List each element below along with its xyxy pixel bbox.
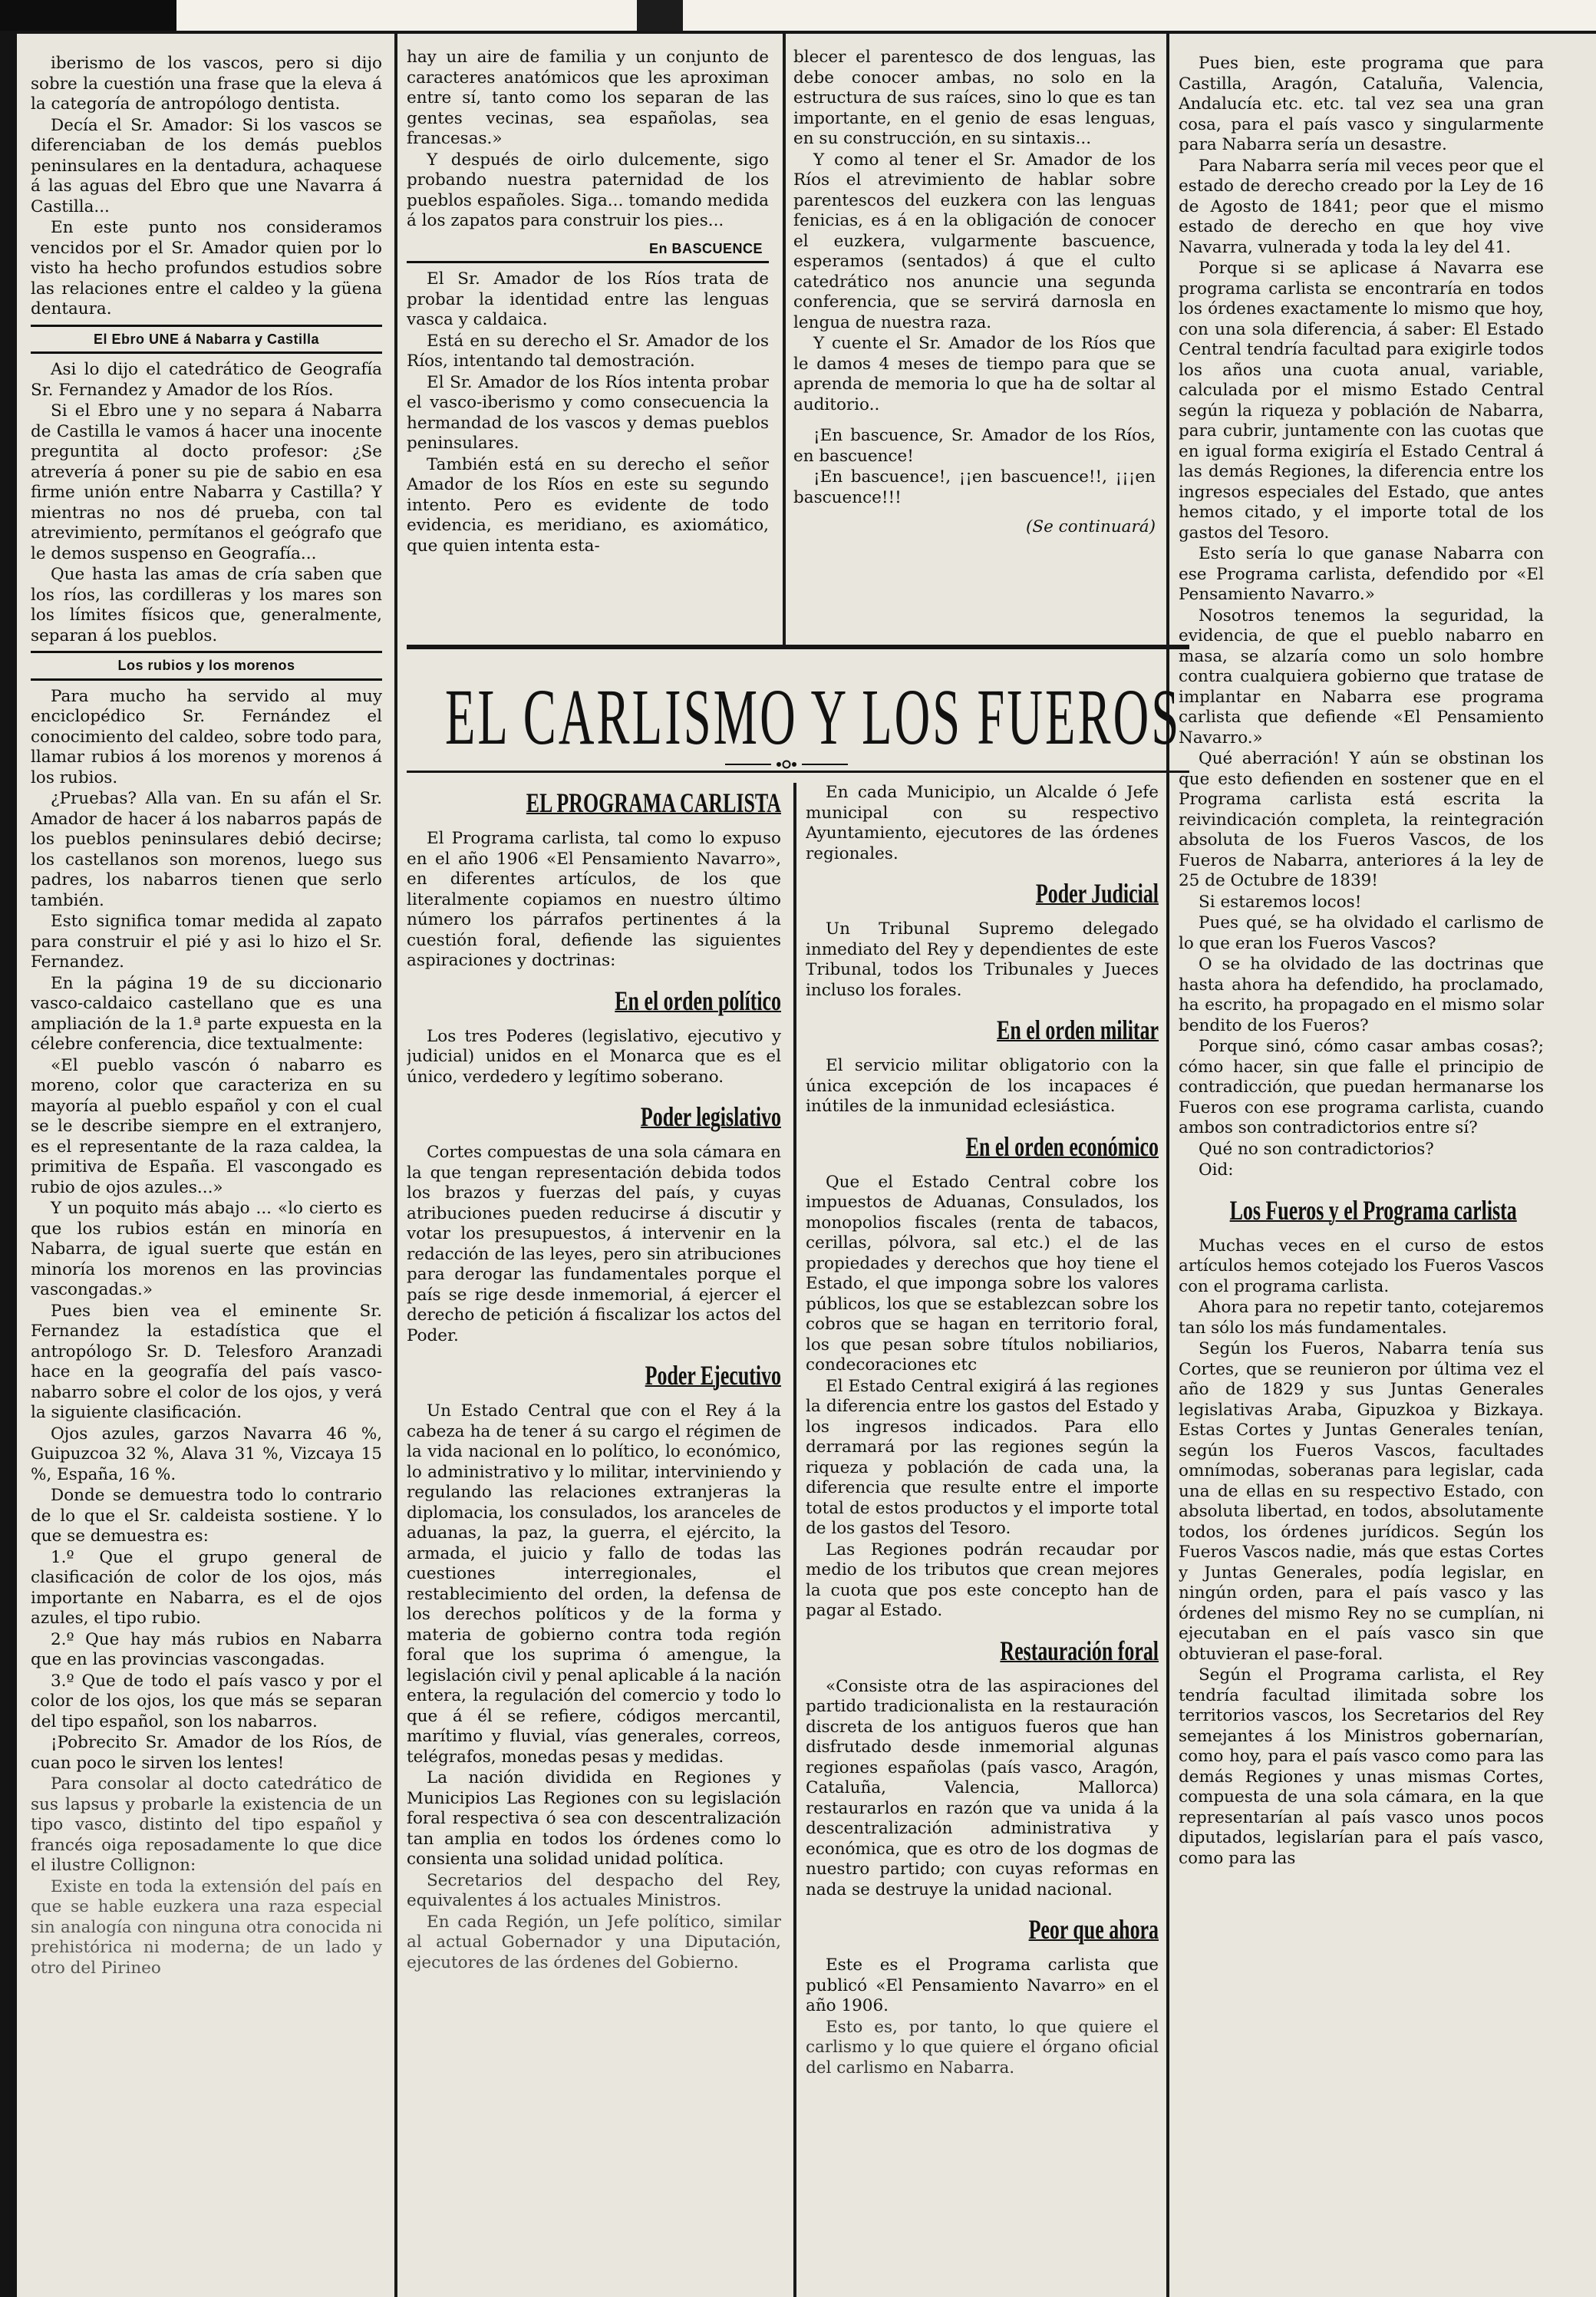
programa-paragraph: Cortes compuestas de una sola cámara en la que tengan representación debida todos los brazos y fuerzas del país, y cuyas atribuciones pueden reducirse á discutir y votar los presupuestos, á intervenir en la redacción de las leyes, pero sin atribuciones para derogar las fundamentales porque el país se rige desde inmemorial, á ejercer el derecho de petición á fiscalizar los actos del Poder. — [407, 1143, 781, 1345]
col4-paragraph: Según el Programa carlista, el Rey tendría facultad ilimitada sobre los territorios vascos, los Secretarios del Rey semejantes á los Ministros gobernarían, como hoy, para el país vasco como para las demás Regiones y unas mismas Cortes, compuesta de una sola cámara, en la que representarían al país vasco unos pocos diputados, legislarían para el país vasco, como para las — [1179, 1665, 1544, 1868]
section-fueros-programa: Los Fueros y el Programa carlista — [1229, 1194, 1517, 1226]
col4-paragraph: Para Nabarra sería mil veces peor que el estado de derecho creado por la Ley de 16 de Agosto de 1841; peor que el mismo estado de derecho en que hoy vive Navarra, vulnerada y toda la ley del 41. — [1179, 156, 1544, 257]
section-poder-judicial: Poder Judicial — [1035, 878, 1159, 909]
col1-paragraph: En este punto nos consideramos vencidos por el Sr. Amador quien por lo visto ha hecho profundos estudios sobre las relaciones entre el caldeo y la güena dentaura. — [31, 218, 382, 318]
col1-paragraph: Ojos azules, garzos Navarra 46 %, Guipuzcoa 32 %, Alava 31 %, Vizcaya 15 %, España, 16 %. — [31, 1424, 382, 1484]
section-orden-economico: En el orden económico — [965, 1130, 1159, 1162]
programa-paragraph: «Consiste otra de las aspiraciones del partido tradicionalista en la restauración discreta de los antiguos fueros que han disfrutado desde inmemorial algunas regiones españolas (país vasco, Aragón, Cataluña, Valencia, Mallorca) restaurarlos en razón que va unida á la descentralización administrativa y económica, que es otro de los dogmas de nuestro partido; con cuyas reformas en nada se destruye la unidad nacional. — [806, 1676, 1159, 1899]
col4-paragraph: Porque si se aplicase á Navarra ese programa carlista se encontraría en todos los órdenes exactamente lo mismo que hoy, con una sola diferencia, á saber: El Estado Central tendría facultad para exigirle todos los años una cuota anual, variable, calculada por el mismo Estado Central según la riqueza y población de Nabarra, para cubrir, juntamente con las cuotas que en igual forma exigiría el Estado Central á las demás Regiones, la diferencia entre los ingresos especiales del Estado, que antes hemos citado, y el importe total de los gastos del Tesoro. — [1179, 259, 1544, 543]
col1-paragraph: Decía el Sr. Amador: Si los vascos se diferenciaban de los demás pueblos peninsulares en la dentadura, achaquese á las aguas del Ebro que une Navarra á Castilla... — [31, 115, 382, 216]
col1-paragraph: Existe en toda la extensión del país en que se hable euzkera una raza especial sin analogía con ninguna otra conocida ni prehistórica ni moderna; de un lado y otro del Pirineo — [31, 1876, 382, 1978]
col2-paragraph: hay un aire de familia y un conjunto de caracteres anatómicos que les aproximan entre sí, tanto como los separan de las gentes vecinas, sea españolas, sea francesas.» — [407, 48, 769, 148]
col2-paragraph: También está en su derecho el señor Amador de los Ríos en este su segundo intento. Pero es evidente de todo evidencia, es meridiano, es axiomático, que quien intenta esta- — [407, 454, 769, 556]
col1-paragraph: Para mucho ha servido al muy enciclopédico Sr. Fernández el conocimiento del caldeo, sobre todo para, llamar rubios á los morenos y morenos á los rubios. — [31, 686, 382, 787]
top-rule — [17, 31, 1596, 34]
main-headline — [418, 672, 1209, 764]
col4-paragraph: Muchas veces en el curso de estos artículos hemos cotejado los Fueros Vascos con el programa carlista. — [1179, 1236, 1544, 1296]
section-orden-politico: En el orden político — [615, 985, 781, 1016]
col1-paragraph: Que hasta las amas de cría saben que los ríos, las cordilleras y los mares son los límites físicos que, generalmente, separan á los pueblos. — [31, 565, 382, 645]
col3-paragraph: ¡En bascuence, Sr. Amador de los Ríos, en bascuence! — [793, 426, 1156, 466]
col4-paragraph: Nosotros tenemos la seguridad, la evidencia, de que el pueblo nabarro en masa, se alzaría como un solo hombre contra cualquiera gobierno que tratase de implantar en Nabarra ese programa carlista que defiende «El Pensamiento Navarro.» — [1179, 606, 1544, 748]
column-2 — [407, 48, 769, 639]
col1-paragraph: En la página 19 de su diccionario vasco-caldaico castellano que es una ampliación de la 1.ª parte expuesta en la célebre conferencia, dice textualmente: — [31, 973, 382, 1054]
col3-paragraph: Y como al tener el Sr. Amador de los Ríos el atrevimiento de hablar sobre parentescos del euzkera con las lenguas fenicias, es á en la obligación de conocer el euzkera, vulgarmente bascuence, esperamos (sentados) á que el culto catedrático nos anuncie una segunda conferencia, que se servirá darnosla en lengua de nuestra raza. — [793, 150, 1156, 332]
col2-paragraph: El Sr. Amador de los Ríos intenta probar el vasco-iberismo y como consecuencia la hermandad de los vascos y demas pueblos peninsulares. — [407, 372, 769, 453]
col1-paragraph: ¿Pruebas? Alla van. En su afán el Sr. Amador de hacer á los nabarros papás de los pueblos peninsulares debió decirse; los castellanos son morenos, luego sus padres, los nabarros tienen que serlo también. — [31, 789, 382, 910]
col1-paragraph: ¡Pobrecito Sr. Amador de los Ríos, de cuan poco le sirven los lentes! — [31, 1733, 382, 1773]
col1-paragraph: Donde se demuestra todo lo contrario de lo que el Sr. caldeista sostiene. Y lo que se demuestra es: — [31, 1486, 382, 1546]
section-restauracion-foral: Restauración foral — [1000, 1635, 1159, 1666]
programa-paragraph: Secretarios del despacho del Rey, equivalentes á los actuales Ministros. — [407, 1870, 781, 1910]
top-fold-shadow — [637, 0, 683, 31]
ornament-divider — [725, 758, 848, 771]
col1-paragraph: 2.º Que hay más rubios en Nabarra que en las provincias vascongadas. — [31, 1629, 382, 1669]
section-poder-legislativo: Poder legislativo — [640, 1101, 781, 1132]
column-rule-3 — [793, 783, 796, 2297]
section-poder-ejecutivo: Poder Ejecutivo — [645, 1360, 781, 1391]
column-rule-4 — [1166, 34, 1169, 2297]
col2-paragraph: Está en su derecho el Sr. Amador de los Ríos, intentando tal demostración. — [407, 331, 769, 371]
programa-paragraph: Que el Estado Central cobre los impuestos de Aduanas, Consulados, los monopolios fiscales (renta de tabacos, cerillas, pólvora, sal etc.) el de las propiedades y derechos que hoy tiene el Estado, el que imponga sobre los valores públicos, los que se establezcan sobre los cobros que se hagan en territorio foral, los que pesan sobre títulos nobiliarios, condecoraciones etc — [806, 1172, 1159, 1375]
col2-paragraph: El Sr. Amador de los Ríos trata de probar la identidad entre las lenguas vasca y caldaica. — [407, 269, 769, 329]
section-programa-carlista: EL PROGRAMA CARLISTA — [526, 787, 781, 818]
section-peor-que-ahora: Peor que ahora — [1028, 1914, 1159, 1945]
col3-paragraph: Y cuente el Sr. Amador de los Ríos que le damos 4 meses de tiempo para que se aprenda de memoria lo que ha de soltar al auditorio.. — [793, 334, 1156, 414]
col4-paragraph: O se ha olvidado de las doctrinas que hasta ahora ha defendido, ha proclamado, ha escrito, ha propagado en el mismo solar bendito de los Fueros? — [1179, 955, 1544, 1035]
col4-paragraph: Porque sinó, cómo casar ambas cosas?; cómo hacer, sin que falle el principio de contradicción, que puedan hermanarse los Fueros con ese programa carlista, cuando ambos son contradictorios entre sí? — [1179, 1037, 1544, 1137]
programa-paragraph: Los tres Poderes (legislativo, ejecutivo y judicial) unidos en el Monarca que es el único, verdedero y legítimo soberano. — [407, 1026, 781, 1087]
programa-paragraph: El Estado Central exigirá á las regiones la diferencia entre los gastos del Estado y los ingresos indicados. Para ello derramará por las regiones según la riqueza y población de cada una, la diferencia que resulte entre el importe total de estos productos y el importe total de los gastos del Tesoro. — [806, 1376, 1159, 1538]
programa-paragraph: Un Tribunal Supremo delegado inmediato del Rey y dependientes de este Tribunal, todos los Tribunales y Jueces incluso los forales. — [806, 919, 1159, 1000]
col4-paragraph: Esto sería lo que ganase Nabarra con ese Programa carlista, defendido por «El Pensamiento Navarro.» — [1179, 544, 1544, 604]
col4-paragraph: Según los Fueros, Nabarra tenía sus Cortes, que se reunieron por última vez el año de 1829 y sus Juntas Generales legislativas Araba, Gipuzkoa y Bizkaya. Estas Cortes y Juntas Generales tenían, según los Fueros Vascos, facultades omnímodas, soberanas para legislar, cada una de ellas en su respectivo Estado, con absoluta libertad, en todos, absolutamente todos, los órdenes jurídicos. Según los Fueros Vascos nadie, más que estas Cortes y Juntas Generales, podía legislar, en ningún orden, para el país vasco y las órdenes del mismo Rey no se cumplían, ni ejecutaban en el país vasco sin que obtuvieran el pase-foral. — [1179, 1339, 1544, 1664]
programa-intro: El Programa carlista, tal como lo expuso en el año 1906 «El Pensamiento Navarro», en diferentes artículos, de los que literalmente copiamos en nuestro último número los párrafos pertinentes á la cuestión foral, defiende las siguientes aspiraciones y doctrinas: — [407, 829, 781, 970]
col1-paragraph: «El pueblo vascón ó nabarro es moreno, color que caracteriza en su mayoría al pueblo español y con el cual se le describe siempre en el extranjero, es el representante de la raza caldea, la primitiva de España. El vascongado es rubio de ojos azules...» — [31, 1055, 382, 1197]
column-3 — [793, 48, 1156, 639]
col1-paragraph: iberismo de los vascos, pero si dijo sobre la cuestión una frase que la eleva á la categoría de antropólogo dentista. — [31, 54, 382, 114]
col4-paragraph: Oid: — [1199, 1160, 1234, 1180]
continued-note: (Se continuará) — [1025, 517, 1156, 536]
headline-text: EL CARLISMO Y LOS FUEROS — [445, 673, 1182, 761]
subhead-rubios: Los rubios y los morenos — [31, 651, 382, 681]
programa-paragraph: Las Regiones podrán recaudar por medio de los tributos que crean mejores la cuota que pos este concepto han de pagar al Estado. — [806, 1540, 1159, 1620]
col4-paragraph: Qué aberración! Y aún se obstinan los que esto defienden en sostener que en el Programa carlista está escrita la reivindicación completa, la reintegración absoluta de los Fueros Vascos, de los Fueros de Nabarra, anteriores á la ley de 25 de Octubre de 1839! — [1179, 749, 1544, 890]
col1-paragraph: Para consolar al docto catedrático de sus lapsus y probarle la existencia de un tipo vasco, distinto del tipo español y francés oiga reposadamente lo que dice el ilustre Collignon: — [31, 1774, 382, 1875]
col4-paragraph: Si estaremos locos! — [1199, 892, 1362, 912]
programa-paragraph: Esto es, por tanto, lo que quiere el carlismo y lo que quiere el órgano oficial del carlismo en Nabarra. — [806, 2017, 1159, 2078]
headline-top-rule — [407, 645, 1189, 649]
column-4 — [1179, 54, 1544, 2295]
programa-paragraph: Un Estado Central que con el Rey á la cabeza ha de tener á su cargo el régimen de la vida nacional en lo político, lo económico, lo administrativo y lo militar, interviniendo y regulando las relaciones extranjeras la diplomacia, los consulados, los aranceles de aduanas, la paz, la guerra, el ejército, la armada, el juicio y fallo de todas las cuestiones interregionales, el restablecimiento del orden, la defensa de los derechos políticos y de la forma y materia de gobierno contra toda región foral que los suprima ó amengue, la legislación civil y penal aplicable á la nación entera, la regulación del comercio y todo lo que á él se refiere, códigos mercantil, marítimo y fluvial, vías generales, correos, telégrafos, monedas pesas y medidas. — [407, 1401, 781, 1767]
col3-paragraph: blecer el parentesco de dos lenguas, las debe conocer ambas, no solo en la estructura de sus raíces, sino lo que es tan importante, en el genio de esas lenguas, en su construcción, en su sintaxis... — [793, 48, 1156, 148]
column-1 — [31, 54, 382, 2295]
col1-paragraph: Si el Ebro une y no separa á Nabarra de Castilla le vamos á hacer una inocente preguntita al docto profesor: ¿Se atrevería á poner su pie de sabio en esa firme unión entre Nabarra y Castilla? Y mientras no nos dé prueba, con tal atrevimiento, permítanos el geógrafo que le demos suspenso en Geografía... — [31, 401, 382, 563]
col4-paragraph: Pues bien, este programa que para Castilla, Aragón, Cataluña, Valencia, Andalucía etc. etc. tal vez sea una gran cosa, para el país vasco y singularmente para Nabarra sería un desastre. — [1179, 54, 1544, 154]
column-rule-2 — [783, 34, 786, 645]
col4-paragraph: Pues qué, se ha olvidado el carlismo de lo que eran los Fueros Vascos? — [1179, 913, 1544, 953]
top-margin — [0, 0, 1596, 31]
col1-paragraph: Pues bien vea el eminente Sr. Fernandez la estadística que el antropólogo Sr. D. Telesforo Aranzadi hace en la geografía del país vasco-nabarro sobre el color de los ojos, y verá la siguiente clasificación. — [31, 1301, 382, 1422]
col1-paragraph: Y un poquito más abajo ... «lo cierto es que los rubios están en minoría en Nabarra, de igual suerte que están en minoría los morenos en las provincias vascongadas.» — [31, 1199, 382, 1299]
col1-paragraph: Asi lo dijo el catedrático de Geografía Sr. Fernandez y Amador de los Ríos. — [31, 360, 382, 400]
top-dark-corner — [0, 0, 176, 31]
col1-paragraph: 3.º Que de todo el país vasco y por el color de los ojos, los que más se separan del tipo español, son los nabarros. — [31, 1671, 382, 1731]
subhead-ebro: El Ebro UNE á Nabarra y Castilla — [31, 325, 382, 355]
programa-paragraph: Este es el Programa carlista que publicó «El Pensamiento Navarro» en el año 1906. — [806, 1955, 1159, 2015]
ornament-icon — [725, 758, 848, 771]
col1-paragraph: 1.º Que el grupo general de clasificación de color de los ojos, más importante en Nabarra, es el de ojos azules, el tipo rubio. — [31, 1547, 382, 1628]
col1-paragraph: Esto significa tomar medida al zapato para construir el pié y asi lo hizo el Sr. Fernandez. — [31, 912, 382, 972]
section-orden-militar: En el orden militar — [997, 1015, 1159, 1045]
subhead-bascuence: En BASCUENCE — [407, 236, 769, 264]
col2-paragraph: Y después de oirlo dulcemente, sigo probando nuestra paternidad de los pueblos españoles. Siga... tomando medida á los zapatos para construir los pies... — [407, 150, 769, 230]
column-rule-1 — [394, 34, 397, 2297]
programa-paragraph: La nación dividida en Regiones y Municipios Las Regiones con su legislación foral respectiva ó sea con descentralización tan amplia en todos los órdenes como lo consienta una solidad unidad política. — [407, 1768, 781, 1869]
left-page-edge — [0, 31, 17, 2297]
programa-right — [806, 783, 1159, 2295]
col4-paragraph: Ahora para no repetir tanto, cotejaremos tan sólo los más fundamentales. — [1179, 1298, 1544, 1338]
headline-bottom-rule — [407, 771, 1189, 773]
programa-left — [407, 783, 781, 2295]
programa-paragraph: En cada Región, un Jefe político, similar al actual Gobernador y una Diputación, ejecutores de las órdenes del Gobierno. — [407, 1912, 781, 1972]
col4-paragraph: Qué no son contradictorios? — [1199, 1139, 1434, 1159]
programa-paragraph: En cada Municipio, un Alcalde ó Jefe municipal con su respectivo Ayuntamiento, ejecutores de las órdenes regionales. — [806, 783, 1159, 863]
programa-paragraph: El servicio militar obligatorio con la única excepción de los incapaces é inútiles de la inmunidad eclesiástica. — [806, 1056, 1159, 1116]
col3-paragraph: ¡En bascuence!, ¡¡en bascuence!!, ¡¡¡en bascuence!!! — [793, 467, 1156, 507]
